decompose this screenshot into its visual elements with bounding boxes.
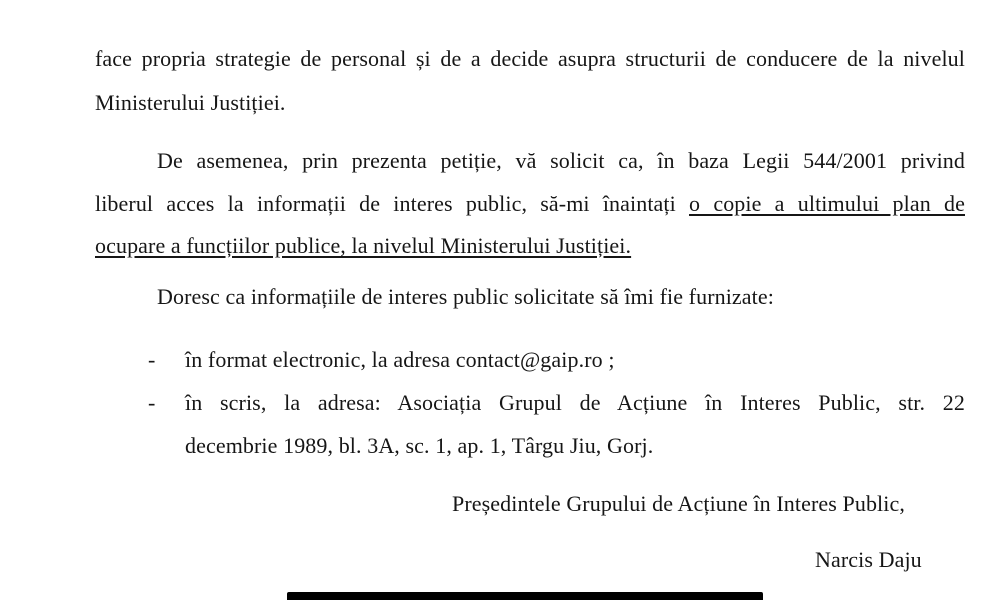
signature-role: Președintele Grupului de Acțiune în Interes Public, xyxy=(452,491,905,516)
bottom-black-bar xyxy=(287,592,763,600)
para1-line1: face propria strategie de personal și de a decide asupra structurii de conducere de la nivelul xyxy=(95,46,965,71)
list-item-2-line2: decembrie 1989, bl. 3A, sc. 1, ap. 1, Târgu Jiu, Gorj. xyxy=(185,433,654,458)
signature-name: Narcis Daju xyxy=(815,547,922,572)
para1-line2: Ministerului Justiției. xyxy=(95,90,286,115)
para2-line2-plain-text: liberul acces la informații de interes public, să-mi înaintați xyxy=(95,191,690,216)
list-item-1-dash: - xyxy=(148,347,156,372)
list-item-2-line1: în scris, la adresa: Asociația Grupul de Acțiune în Interes Public, str. 22 xyxy=(185,390,965,415)
para2-line3-underlined: ocupare a funcțiilor publice, la nivelul Ministerului Justiției. xyxy=(95,233,632,258)
list-item-2-dash: - xyxy=(148,390,156,415)
para2-line2 xyxy=(95,189,965,219)
list-item-1: în format electronic, la adresa contact@gaip.ro ; xyxy=(185,347,615,372)
para2-line1: De asemenea, prin prezenta petiție, vă solicit ca, în baza Legii 544/2001 privind xyxy=(157,148,965,173)
para3-line1: Doresc ca informațiile de interes public solicitate să îmi fie furnizate: xyxy=(157,284,774,309)
para2-line2-underlined-text: o copie a ultimului plan de xyxy=(689,191,965,216)
